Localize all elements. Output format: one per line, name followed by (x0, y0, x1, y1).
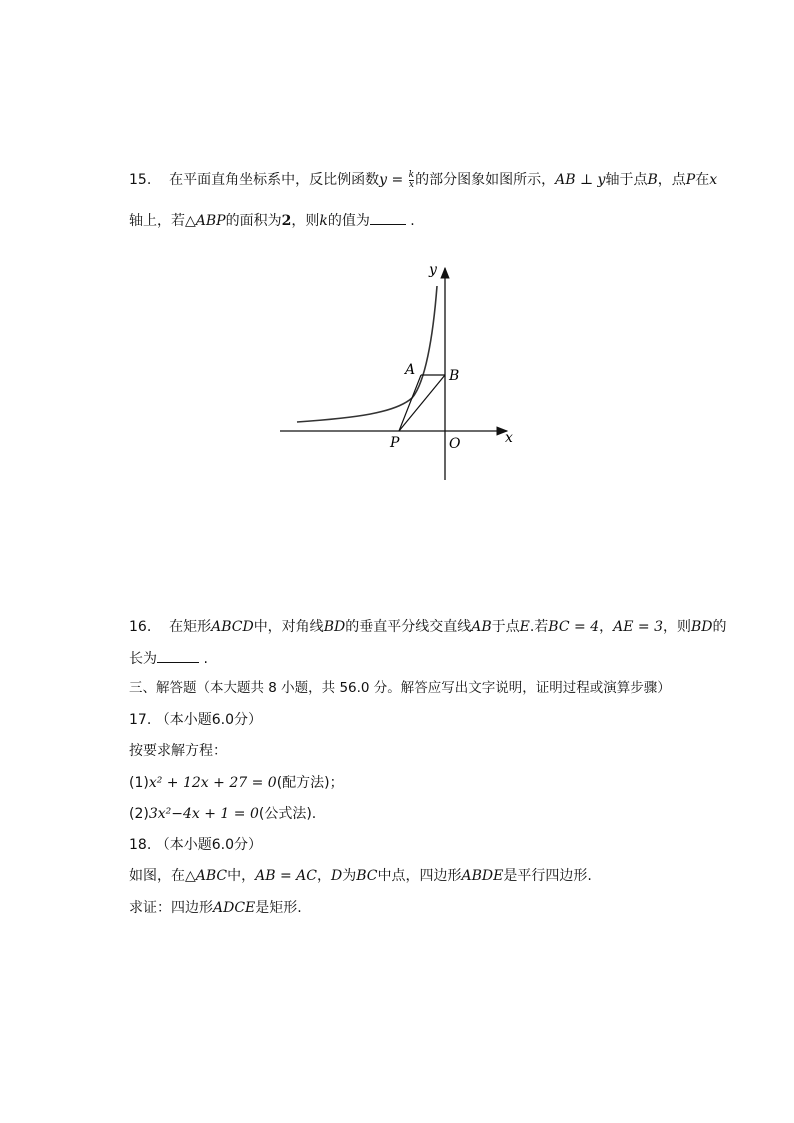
q17-part-label: (1) (129, 775, 149, 791)
q16-math: AE = 3 (613, 619, 663, 635)
label-b: B (449, 368, 460, 384)
q16-math: AB (471, 619, 492, 635)
q18-text: ， (317, 868, 331, 884)
label-o: O (449, 436, 461, 452)
q16-line-1 (129, 617, 727, 637)
label-y: y (429, 262, 437, 278)
q16-text: 的垂直平分线交直线 (345, 619, 472, 635)
q18-text: 如图，在 (129, 868, 185, 884)
q18-line-1 (129, 866, 592, 886)
q18-line-2 (129, 898, 302, 918)
section3-title: 三、解答题（本大题共 8 小题，共 56.0 分。解答应写出文字说明，证明过程或演算步骤） (129, 680, 671, 696)
q16-number: 16. (129, 619, 152, 635)
q18-text: 是平行四边形. (503, 868, 592, 884)
q15-math: △ABP (185, 213, 226, 229)
q15-text: 轴于点 (605, 172, 648, 188)
q15-text: 轴上，若 (129, 213, 185, 229)
q16-text: 中，对角线 (253, 619, 324, 635)
q16-text: 的 (712, 619, 727, 635)
q18-text: 为 (342, 868, 357, 884)
fraction-denominator: x (408, 179, 414, 190)
q15-line-1 (129, 170, 717, 190)
q15-math: y = (379, 172, 408, 188)
q15-text: 在 (695, 172, 710, 188)
q16-math: ABCD (211, 619, 254, 635)
q18-math: D (331, 868, 343, 884)
q18-math: BC (356, 868, 378, 884)
q16-math: E (519, 619, 530, 635)
q15-math: AB ⊥ y (555, 172, 606, 188)
q15-math: P (685, 172, 696, 188)
q15-fraction (409, 171, 414, 190)
q18-math: AB = AC (255, 868, 317, 884)
q17-equation: x² + 12x + 27 = 0 (148, 775, 277, 791)
q17-instruction: 按要求解方程： (129, 743, 227, 759)
q17-equation: 3x²−4x + 1 = 0 (148, 806, 259, 822)
q18-text: 中， (227, 868, 256, 884)
q17-part-label: (2) (129, 806, 149, 822)
q15-text: 的值为 (327, 213, 370, 229)
label-x: x (505, 430, 513, 446)
q15-math: k (319, 213, 328, 229)
q15-text: . (410, 213, 415, 229)
q18-math: ADCE (213, 900, 256, 916)
q15-math: 2 (281, 213, 292, 229)
q16-line-2 (129, 648, 208, 669)
q18-text: 中点，四边形 (377, 868, 462, 884)
q16-text: ，则 (662, 619, 691, 635)
q15-line-2 (129, 210, 415, 231)
q18-header: 18. （本小题6.0分） (129, 837, 262, 853)
q18-text: 求证：四边形 (129, 900, 213, 916)
q15-text: 在平面直角坐标系中，反比例函数 (169, 172, 380, 188)
q15-text: ，则 (291, 213, 320, 229)
q16-text: 在矩形 (169, 619, 212, 635)
q16-text: . (203, 651, 208, 667)
q15-number: 15. (129, 172, 152, 188)
label-p: P (390, 435, 400, 451)
q16-text: 长为 (129, 651, 157, 667)
q17-part-2 (129, 804, 316, 824)
q17-part-1 (129, 773, 344, 793)
q17-method: (配方法)； (276, 775, 344, 791)
q17-method: (公式法). (258, 806, 317, 822)
q16-math: BD (690, 619, 713, 635)
q16-text: ， (599, 619, 614, 635)
q15-text: 的部分图象如图所示， (415, 172, 556, 188)
q18-text: 是矩形. (255, 900, 302, 916)
q15-math: B (647, 172, 658, 188)
segment-pa (399, 375, 421, 431)
q16-text: .若 (529, 619, 549, 635)
q15-math: x (709, 172, 718, 188)
fraction-numerator: k (408, 169, 415, 180)
label-a: A (405, 362, 416, 378)
hyperbola-curve (297, 286, 437, 422)
q16-math: BD (323, 619, 346, 635)
q18-math: ABDE (461, 868, 504, 884)
q16-text: 于点 (491, 619, 520, 635)
q17-header: 17. （本小题6.0分） (129, 712, 262, 728)
q16-math: BC = 4 (548, 619, 600, 635)
q15-answer-blank[interactable] (370, 210, 406, 225)
q15-text: ，点 (657, 172, 686, 188)
q16-answer-blank[interactable] (157, 648, 199, 663)
q18-math: △ABC (185, 868, 228, 884)
hyperbola-figure (275, 258, 525, 488)
q15-text: 的面积为 (225, 213, 282, 229)
